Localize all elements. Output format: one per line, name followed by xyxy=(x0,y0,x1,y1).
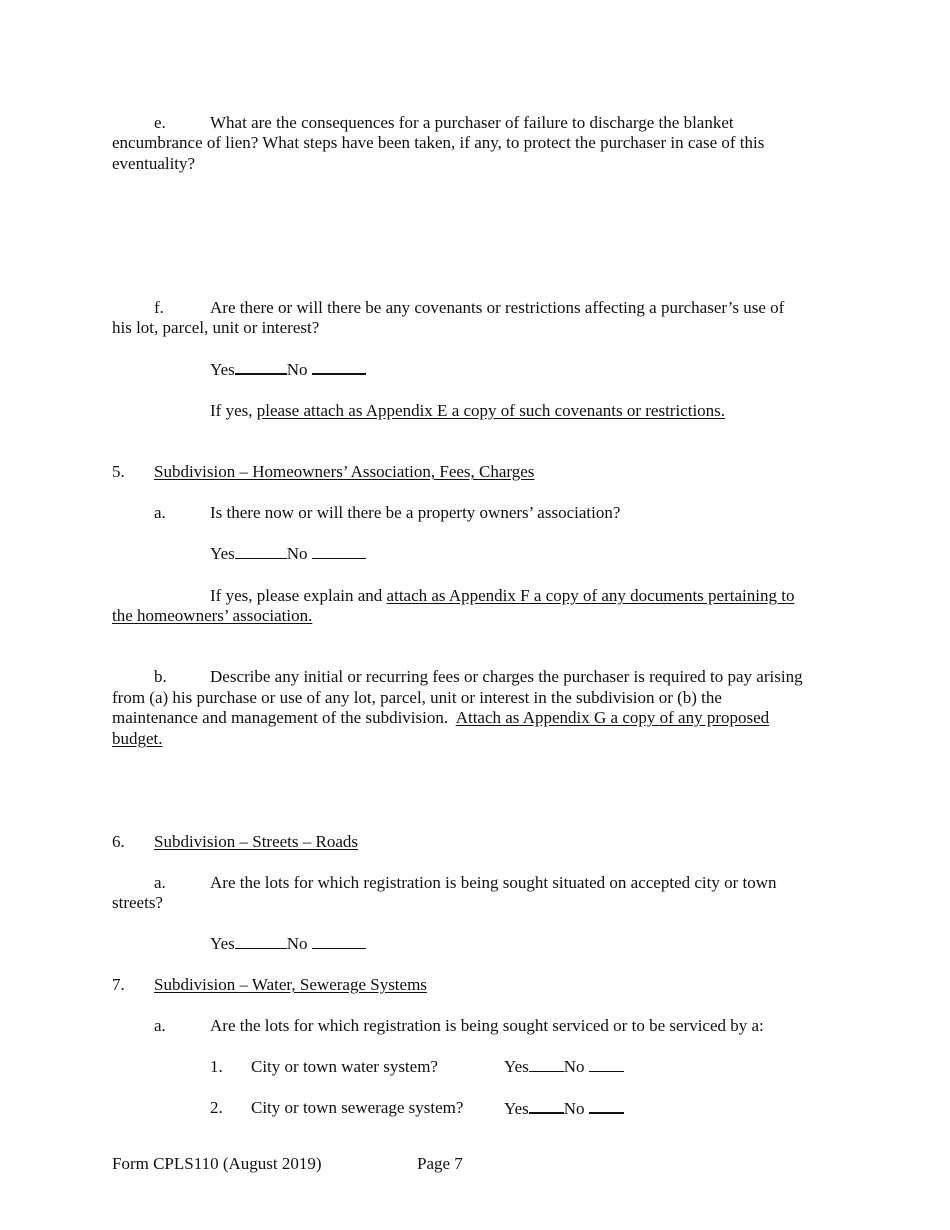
yes-answer-blank[interactable] xyxy=(529,1098,564,1114)
section-7a-marker: a. xyxy=(154,1016,166,1035)
item-e-line-2: encumbrance of lien? What steps have been taken, if any, to protect the purchaser in case of this xyxy=(112,133,765,152)
section-5-number: 5. xyxy=(112,462,125,481)
section-6a-marker: a. xyxy=(154,873,166,892)
yes-label: Yes xyxy=(504,1057,529,1076)
appendix-f-instruction: attach as Appendix F a copy of any documents pertaining to xyxy=(386,586,795,605)
section-6a-line-1: Are the lots for which registration is being sought situated on accepted city or town xyxy=(210,873,777,892)
section-7-number: 7. xyxy=(112,975,125,994)
no-label: No xyxy=(286,360,308,379)
yes-label: Yes xyxy=(504,1099,529,1118)
no-answer-blank[interactable] xyxy=(312,934,366,949)
section-7-title: Subdivision – Water, Sewerage Systems xyxy=(154,975,427,994)
item-f-line-1: Are there or will there be any covenants or restrictions affecting a purchaser’s use of xyxy=(210,298,785,317)
no-answer-blank[interactable] xyxy=(312,359,366,375)
no-label: No xyxy=(286,544,308,563)
section-7a-item-2-yes-no xyxy=(504,1098,624,1119)
section-6a-line-2: streets? xyxy=(112,893,163,912)
yes-answer-blank[interactable] xyxy=(235,544,287,559)
item-e-line-3: eventuality? xyxy=(112,154,196,173)
section-5b-marker: b. xyxy=(154,667,167,686)
appendix-g-instruction: Attach as Appendix G a copy of any proposed xyxy=(455,708,770,727)
no-label: No xyxy=(563,1057,585,1076)
item-f-line-2: his lot, parcel, unit or interest? xyxy=(112,318,320,337)
section-7a-item-1-label: City or town water system? xyxy=(251,1057,438,1076)
yes-label: Yes xyxy=(210,360,235,379)
section-5a-explain-line-2: the homeowners’ association. xyxy=(112,606,313,625)
footer-form-id: Form CPLS110 (August 2019) xyxy=(112,1154,322,1173)
section-5a-yes-no xyxy=(210,544,366,564)
footer-page-number: Page 7 xyxy=(417,1154,463,1173)
attach-prefix: If yes, xyxy=(210,401,257,420)
yes-answer-blank[interactable] xyxy=(235,359,287,375)
yes-label: Yes xyxy=(210,544,235,563)
section-5b-line-3-text: maintenance and management of the subdivision. xyxy=(112,708,456,727)
section-6a-yes-no xyxy=(210,934,366,954)
section-5-title: Subdivision – Homeowners’ Association, Fees, Charges xyxy=(154,462,535,481)
no-answer-blank[interactable] xyxy=(589,1057,624,1072)
section-6-number: 6. xyxy=(112,832,125,851)
section-6-title: Subdivision – Streets – Roads xyxy=(154,832,359,851)
yes-label: Yes xyxy=(210,934,235,953)
section-7a-item-1-yes-no xyxy=(504,1057,624,1077)
item-f-yes-no xyxy=(210,359,366,380)
item-f-attach-instruction xyxy=(210,401,725,421)
no-label: No xyxy=(563,1099,585,1118)
item-e-line-1: What are the consequences for a purchaser of failure to discharge the blanket xyxy=(210,113,734,132)
section-7a-question: Are the lots for which registration is being sought serviced or to be serviced by a: xyxy=(210,1016,764,1035)
section-5b-line-2: from (a) his purchase or use of any lot, parcel, unit or interest in the subdivision or (b) the xyxy=(112,688,722,707)
appendix-e-instruction: please attach as Appendix E a copy of such covenants or restrictions. xyxy=(256,401,726,420)
section-7a-item-1-number: 1. xyxy=(210,1057,223,1076)
section-5a-marker: a. xyxy=(154,503,166,522)
section-5b-line-1: Describe any initial or recurring fees or charges the purchaser is required to pay arising xyxy=(210,667,803,686)
section-7a-item-2-number: 2. xyxy=(210,1098,223,1117)
item-e-marker: e. xyxy=(154,113,166,132)
yes-answer-blank[interactable] xyxy=(235,934,287,949)
no-label: No xyxy=(286,934,308,953)
explain-prefix: If yes, please explain and xyxy=(210,586,387,605)
item-f-marker: f. xyxy=(154,298,164,317)
section-5a-explain-line-1 xyxy=(210,586,794,606)
section-7a-item-2-label: City or town sewerage system? xyxy=(251,1098,464,1117)
section-5b-line-3 xyxy=(112,708,769,728)
no-answer-blank[interactable] xyxy=(312,544,366,559)
section-5a-question: Is there now or will there be a property owners’ association? xyxy=(210,503,621,522)
section-5b-line-4: budget. xyxy=(112,729,163,748)
no-answer-blank[interactable] xyxy=(589,1098,624,1114)
yes-answer-blank[interactable] xyxy=(529,1057,564,1072)
